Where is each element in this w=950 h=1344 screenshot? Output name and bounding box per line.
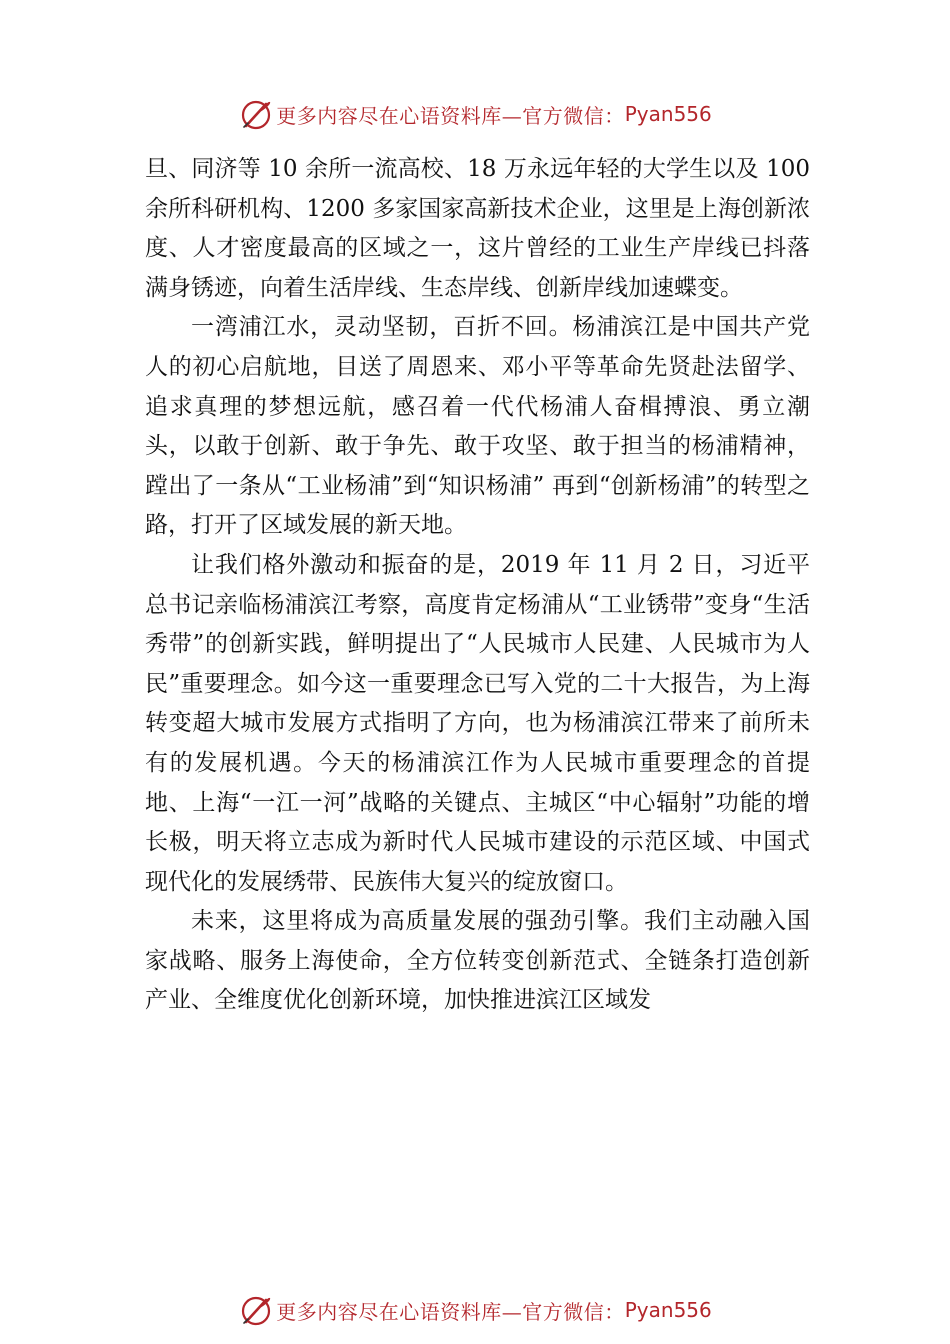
banner-wechat-id: Pyan556 (624, 1298, 712, 1322)
banner-wechat-id: Pyan556 (624, 102, 712, 126)
paragraph-2: 一湾浦江水，灵动坚韧，百折不回。杨浦滨江是中国共产党人的初心启航地，目送了周恩来、邓小平等革命先贤赴法留学、追求真理的梦想远航，感召着一代代杨浦人奋楫搏浪、勇立潮头，以敢于创新、敢于争先、敢于攻坚、敢于担当的杨浦精神，蹚出了一条从“工业杨浦”到“知识杨浦” 再到“创新杨浦”的转型之路，打开了区域发展的新天地。 (145, 314, 810, 539)
paragraph-3: 让我们格外激动和振奋的是，2019 年 11 月 2 日，习近平总书记亲临杨浦滨江考察，高度肯定杨浦从“工业锈带”变身“生活秀带”的创新实践，鲜明提出了“人民城市人民建、人民城市为人民”重要理念。如今这一重要理念已写入党的二十大报告，为上海转变超大城市发展方式指明了方向，也为杨浦滨江带来了前所未有的发展机遇。今天的杨浦滨江作为人民城市重要理念的首提地、上海“一江一河”战略的关键点、主城区“中心辐射”功能的增长极，明天将立志成为新时代人民城市建设的示范区域、中国式现代化的发展绣带、民族伟大复兴的绽放窗口。 (145, 551, 810, 895)
footer-watermark-banner (0, 1290, 950, 1330)
document-body (145, 150, 810, 1021)
paragraph-4: 未来，这里将成为高质量发展的强劲引擎。我们主动融入国家战略、服务上海使命，全方位转变创新范式、全链条打造创新产业、全维度优化创新环境，加快推进滨江区域发 (145, 908, 810, 1014)
quill-pen-logo-icon (238, 1292, 274, 1328)
paragraph-1: 旦、同济等 10 余所一流高校、18 万永远年轻的大学生以及 100 余所科研机构、1200 多家国家高新技术企业，这里是上海创新浓度、人才密度最高的区域之一，这片曾经的工业生产岸线已抖落满身锈迹，向着生活岸线、生态岸线、创新岸线加速蝶变。 (145, 156, 810, 301)
banner-text: 更多内容尽在心语资料库—官方微信： (276, 103, 625, 128)
banner-text: 更多内容尽在心语资料库—官方微信： (276, 1299, 625, 1324)
header-watermark-banner (0, 94, 950, 134)
quill-pen-logo-icon (238, 96, 274, 132)
